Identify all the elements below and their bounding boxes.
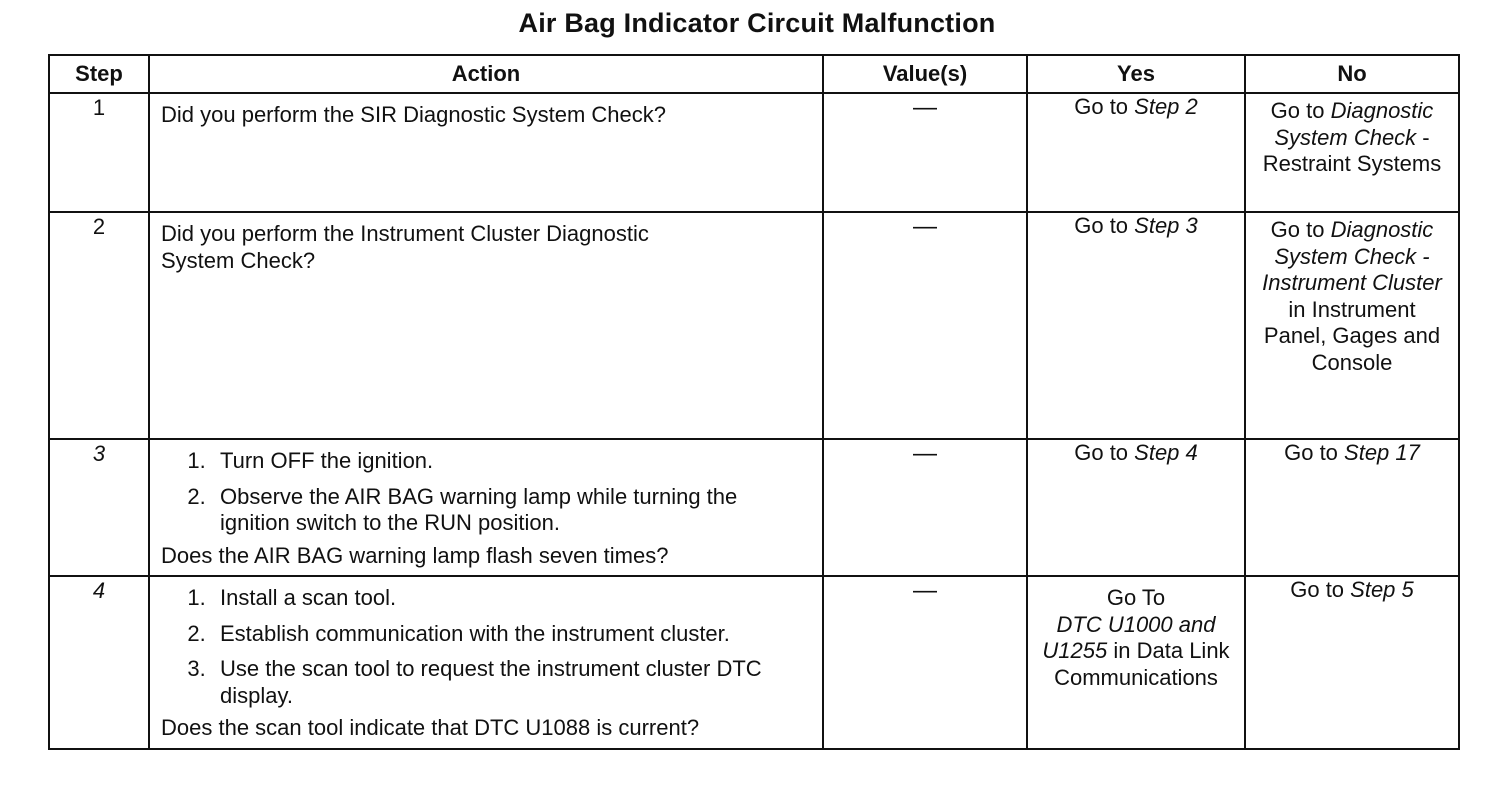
no-prefix: Go to (1270, 98, 1331, 123)
yes-prefix: Go to (1074, 440, 1135, 465)
action-question: Did you perform the SIR Diagnostic System Check? (161, 102, 666, 127)
yes-cell (1027, 93, 1245, 212)
document-title: Air Bag Indicator Circuit Malfunction (518, 8, 996, 38)
no-prefix: Go to (1290, 577, 1351, 602)
table-row (49, 439, 1459, 576)
step-number: 3 (49, 439, 149, 576)
no-suffix: in Instrument Panel, Gages and Console (1263, 296, 1441, 375)
action-cell (149, 93, 823, 212)
action-question: Does the scan tool indicate that DTC U1088 is current? (161, 715, 700, 740)
header-no: No (1245, 55, 1459, 93)
header-step: Step (49, 55, 149, 93)
no-suffix: - Restraint Systems (1262, 124, 1442, 176)
value-cell: — (823, 439, 1027, 576)
list-item: 1. Turn OFF the ignition. (218, 448, 812, 475)
yes-cell (1027, 212, 1245, 439)
no-step-link[interactable]: Step 5 (1350, 577, 1414, 602)
no-cell (1245, 439, 1459, 576)
table-header-row (49, 55, 1459, 93)
no-prefix: Go to (1284, 440, 1345, 465)
table-row (49, 93, 1459, 212)
header-values: Value(s) (823, 55, 1027, 93)
step-number: 2 (49, 212, 149, 439)
table-row (49, 212, 1459, 439)
action-steps-list (161, 448, 812, 537)
value-cell: — (823, 576, 1027, 749)
action-steps-list (161, 585, 812, 709)
yes-step-link[interactable]: Step 4 (1134, 440, 1198, 465)
list-item: 1. Install a scan tool. (218, 585, 812, 612)
yes-step-link[interactable]: Step 2 (1134, 94, 1198, 119)
action-cell (149, 212, 823, 439)
no-procedure-link[interactable]: Diagnostic System Check (1274, 98, 1434, 150)
value-cell: — (823, 212, 1027, 439)
diagnostic-table (48, 54, 1460, 750)
action-question: Does the AIR BAG warning lamp flash seven times? (161, 542, 669, 568)
yes-step-link[interactable]: Step 3 (1134, 213, 1198, 238)
yes-cell (1027, 439, 1245, 576)
yes-prefix: Go To (1106, 585, 1166, 610)
no-cell (1245, 212, 1459, 439)
step-number: 4 (49, 576, 149, 749)
value-cell: — (823, 93, 1027, 212)
no-step-link[interactable]: Step 17 (1344, 440, 1420, 465)
no-prefix: Go to (1270, 217, 1331, 242)
list-item: 3. Use the scan tool to request the instrument cluster DTC display. (218, 656, 812, 709)
list-item: 2. Establish communication with the instrument cluster. (218, 621, 812, 648)
action-question: Did you perform the Instrument Cluster Diagnostic System Check? (161, 221, 649, 273)
header-action: Action (149, 55, 823, 93)
no-cell (1245, 576, 1459, 749)
table-row (49, 576, 1459, 749)
no-procedure-link[interactable]: Diagnostic System Check - Instrument Cluster (1262, 217, 1442, 295)
action-cell (149, 439, 823, 576)
list-item: 2. Observe the AIR BAG warning lamp while turning the ignition switch to the RUN position. (218, 484, 812, 537)
action-cell (149, 576, 823, 749)
yes-prefix: Go to (1074, 213, 1135, 238)
header-yes: Yes (1027, 55, 1245, 93)
yes-suffix: in Data Link Communications (1054, 638, 1230, 690)
yes-cell (1027, 576, 1245, 749)
yes-prefix: Go to (1074, 94, 1135, 119)
yes-dtc-link[interactable]: DTC U1000 and U1255 (1042, 611, 1216, 663)
no-cell (1245, 93, 1459, 212)
step-number: 1 (49, 93, 149, 212)
